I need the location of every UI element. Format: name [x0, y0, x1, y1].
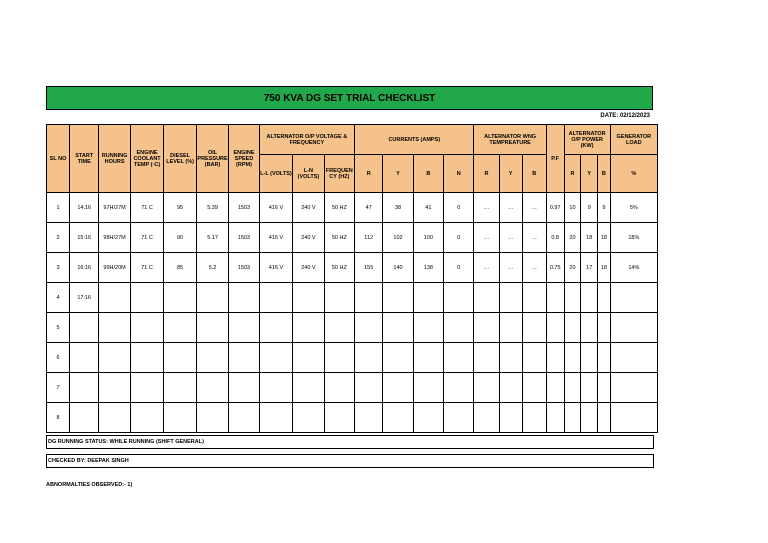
table-cell [444, 403, 474, 433]
table-cell: 15:16 [70, 223, 99, 253]
table-cell [413, 343, 443, 373]
table-cell: … [474, 193, 499, 223]
table-cell: 100 [413, 223, 443, 253]
table-cell [229, 343, 259, 373]
table-cell [229, 313, 259, 343]
table-cell: 5.2 [196, 253, 228, 283]
table-cell [522, 403, 546, 433]
table-cell: … [522, 253, 546, 283]
col-currents: CURRENTS (AMPS) [355, 125, 474, 155]
date-label: DATE: 02/12/2023 [600, 113, 650, 119]
table-cell: 0.97 [546, 193, 564, 223]
table-cell [499, 313, 522, 343]
col-pw-b: B [598, 155, 611, 193]
table-cell [196, 313, 228, 343]
sheet-title [46, 86, 653, 110]
table-cell: 1503 [229, 223, 259, 253]
table-cell [130, 373, 164, 403]
table-cell: 71 C [130, 253, 164, 283]
table-cell: … [499, 223, 522, 253]
table-cell [444, 283, 474, 313]
table-cell [164, 343, 196, 373]
col-pw-y: Y [581, 155, 598, 193]
table-cell [522, 373, 546, 403]
table-cell: 416 V [259, 253, 293, 283]
table-cell [383, 373, 413, 403]
table-cell: 2 [47, 223, 70, 253]
table-cell [564, 313, 581, 343]
table-cell: 5.39 [196, 193, 228, 223]
table-cell [581, 403, 598, 433]
table-cell: 138 [413, 253, 443, 283]
table-cell [610, 373, 657, 403]
table-cell: 85 [164, 253, 196, 283]
col-wng-temp: ALTERNATOR WNG TEMPREATURE [474, 125, 546, 155]
table-row [47, 313, 658, 343]
col-engine-speed: ENGINE SPEED (RPM) [229, 125, 259, 193]
table-cell [474, 373, 499, 403]
table-cell: 20 [564, 253, 581, 283]
checked-by: CHECKED BY: DEEPAK SINGH [46, 454, 654, 468]
table-cell [474, 313, 499, 343]
table-cell [413, 403, 443, 433]
table-cell: 1503 [229, 193, 259, 223]
table-cell [259, 283, 293, 313]
table-cell: 0.8 [546, 223, 564, 253]
table-row [47, 253, 658, 283]
table-cell [70, 403, 99, 433]
table-cell [196, 373, 228, 403]
col-running-hours: RUNNING HOURS [99, 125, 130, 193]
col-ln-volts: L-N (VOLTS) [293, 155, 324, 193]
table-cell: 18 [598, 253, 611, 283]
table-cell: 16:16 [70, 253, 99, 283]
table-cell [164, 283, 196, 313]
table-cell: … [522, 223, 546, 253]
table-cell [229, 403, 259, 433]
table-cell [610, 313, 657, 343]
table-cell: 0 [444, 193, 474, 223]
table-cell: 18 [598, 223, 611, 253]
table-cell: 18 [581, 223, 598, 253]
table-cell [474, 343, 499, 373]
table-cell: … [522, 193, 546, 223]
table-cell: 140 [383, 253, 413, 283]
table-cell: … [499, 193, 522, 223]
table-cell [546, 283, 564, 313]
table-cell [355, 283, 383, 313]
table-cell: 71 C [130, 223, 164, 253]
table-cell [324, 403, 354, 433]
table-cell [130, 313, 164, 343]
table-cell [130, 403, 164, 433]
col-oil-pressure: OIL PRESSURE (BAR) [196, 125, 228, 193]
table-cell [581, 373, 598, 403]
col-cur-r: R [355, 155, 383, 193]
table-cell [413, 313, 443, 343]
table-cell: 416 V [259, 193, 293, 223]
table-cell [546, 313, 564, 343]
table-cell: 38 [383, 193, 413, 223]
table-cell: 1 [47, 193, 70, 223]
table-cell [293, 373, 324, 403]
table-cell: 9 [581, 193, 598, 223]
table-cell: 41 [413, 193, 443, 223]
table-cell [564, 283, 581, 313]
table-cell [259, 373, 293, 403]
table-cell [522, 283, 546, 313]
col-gen-load: GENERATOR LOAD [610, 125, 657, 155]
table-cell: 14% [610, 253, 657, 283]
table-cell [324, 343, 354, 373]
table-cell [99, 313, 130, 343]
table-cell [598, 313, 611, 343]
col-alt-voltage: ALTERNATOR O/P VOLTAGE & FREQUENCY [259, 125, 354, 155]
table-cell: 240 V [293, 223, 324, 253]
table-cell [229, 283, 259, 313]
table-cell [598, 343, 611, 373]
table-cell [383, 343, 413, 373]
table-row [47, 403, 658, 433]
table-cell [130, 283, 164, 313]
table-cell: 0.75 [546, 253, 564, 283]
table-cell [413, 373, 443, 403]
table-cell [499, 373, 522, 403]
col-sl-no: SL NO [47, 125, 70, 193]
table-cell: 71 C [130, 193, 164, 223]
table-cell: 50 HZ [324, 223, 354, 253]
table-cell: 1503 [229, 253, 259, 283]
table-cell [293, 343, 324, 373]
table-cell [610, 343, 657, 373]
col-cur-y: Y [383, 155, 413, 193]
col-alt-power: ALTERNATOR O/P POWER (KW) [564, 125, 610, 155]
table-cell: 155 [355, 253, 383, 283]
table-cell: 10 [564, 193, 581, 223]
table-cell: … [474, 223, 499, 253]
table-cell [522, 313, 546, 343]
table-cell: 0 [444, 253, 474, 283]
table-cell [610, 403, 657, 433]
col-ll-volts: L-L (VOLTS) [259, 155, 293, 193]
table-cell [355, 373, 383, 403]
table-cell [522, 343, 546, 373]
table-cell [355, 403, 383, 433]
table-cell [324, 373, 354, 403]
table-cell [70, 313, 99, 343]
running-status: DG RUNNING STATUS: WHILE RUNNING (SHIFT GENERAL) [46, 435, 654, 449]
col-diesel-level: DIESEL LEVEL (%) [164, 125, 196, 193]
col-frequency: FREQUEN CY (HZ) [324, 155, 354, 193]
table-cell: 18% [610, 223, 657, 253]
table-cell [610, 283, 657, 313]
col-cur-b: B [413, 155, 443, 193]
col-start-time: START TIME [70, 125, 99, 193]
table-cell: 9 [598, 193, 611, 223]
table-cell [444, 373, 474, 403]
col-pf: P.F [546, 125, 564, 193]
table-cell [546, 373, 564, 403]
table-cell: 240 V [293, 193, 324, 223]
table-cell [474, 283, 499, 313]
table-cell: 6 [47, 343, 70, 373]
table-row [47, 193, 658, 223]
table-cell: 102 [383, 223, 413, 253]
table-cell [259, 403, 293, 433]
table-cell: 112 [355, 223, 383, 253]
table-cell [196, 343, 228, 373]
table-cell: 47 [355, 193, 383, 223]
table-cell: 98H/27M [99, 223, 130, 253]
table-cell: 95 [164, 193, 196, 223]
table-cell [383, 403, 413, 433]
table-cell: 99H/20M [99, 253, 130, 283]
table-cell [413, 283, 443, 313]
table-cell [259, 313, 293, 343]
col-wng-r: R [474, 155, 499, 193]
table-cell [564, 373, 581, 403]
table-cell [324, 313, 354, 343]
table-cell [598, 403, 611, 433]
table-cell [355, 343, 383, 373]
col-cur-n: N [444, 155, 474, 193]
col-load-pct: % [610, 155, 657, 193]
checklist-table [46, 124, 658, 433]
table-cell [383, 313, 413, 343]
table-cell: … [499, 253, 522, 283]
table-cell [259, 343, 293, 373]
col-engine-coolant: ENGINE COOLANT TEMP (◦C) [130, 125, 164, 193]
table-row [47, 283, 658, 313]
table-cell: 50 HZ [324, 193, 354, 223]
table-cell: 14:16 [70, 193, 99, 223]
table-cell: 5% [610, 193, 657, 223]
col-wng-b: B [522, 155, 546, 193]
table-cell [444, 313, 474, 343]
table-cell: … [474, 253, 499, 283]
table-cell: 0 [444, 223, 474, 253]
table-row [47, 373, 658, 403]
table-cell: 90 [164, 223, 196, 253]
table-cell [164, 403, 196, 433]
table-cell [546, 343, 564, 373]
col-pw-r: R [564, 155, 581, 193]
table-cell [581, 313, 598, 343]
table-cell: 416 V [259, 223, 293, 253]
table-cell: 240 V [293, 253, 324, 283]
table-cell [598, 283, 611, 313]
table-cell [581, 343, 598, 373]
table-cell [196, 403, 228, 433]
table-body [47, 193, 658, 433]
table-cell [383, 283, 413, 313]
table-cell: 17:16 [70, 283, 99, 313]
table-cell [293, 313, 324, 343]
table-cell: 3 [47, 253, 70, 283]
table-cell: 17 [581, 253, 598, 283]
table-cell [196, 283, 228, 313]
abnormalities-label: ABNORMALTIES OBSERVED:- 1) [46, 482, 133, 488]
table-cell [70, 373, 99, 403]
table-cell [499, 283, 522, 313]
table-cell [324, 283, 354, 313]
table-cell [474, 403, 499, 433]
table-cell [99, 403, 130, 433]
table-cell: 20 [564, 223, 581, 253]
table-cell [130, 343, 164, 373]
table-cell: 4 [47, 283, 70, 313]
table-cell [99, 343, 130, 373]
table-cell: 97H/27M [99, 193, 130, 223]
table-cell [355, 313, 383, 343]
table-cell: 7 [47, 373, 70, 403]
table-cell [598, 373, 611, 403]
table-cell [444, 343, 474, 373]
table-cell [164, 313, 196, 343]
table-cell: 8 [47, 403, 70, 433]
table-cell [99, 373, 130, 403]
table-cell [164, 373, 196, 403]
table-cell: 50 HZ [324, 253, 354, 283]
table-cell [293, 403, 324, 433]
table-cell [499, 343, 522, 373]
table-cell [229, 373, 259, 403]
table-cell: 5.17 [196, 223, 228, 253]
table-cell [99, 283, 130, 313]
table-cell: 5 [47, 313, 70, 343]
table-cell [70, 343, 99, 373]
table-row [47, 343, 658, 373]
table-cell [546, 403, 564, 433]
table-cell [499, 403, 522, 433]
col-wng-y: Y [499, 155, 522, 193]
table-cell [581, 283, 598, 313]
table-cell [564, 403, 581, 433]
sheet-title-text: 750 KVA DG SET TRIAL CHECKLIST [263, 92, 436, 104]
table-cell [564, 343, 581, 373]
table-row [47, 223, 658, 253]
table-cell [293, 283, 324, 313]
